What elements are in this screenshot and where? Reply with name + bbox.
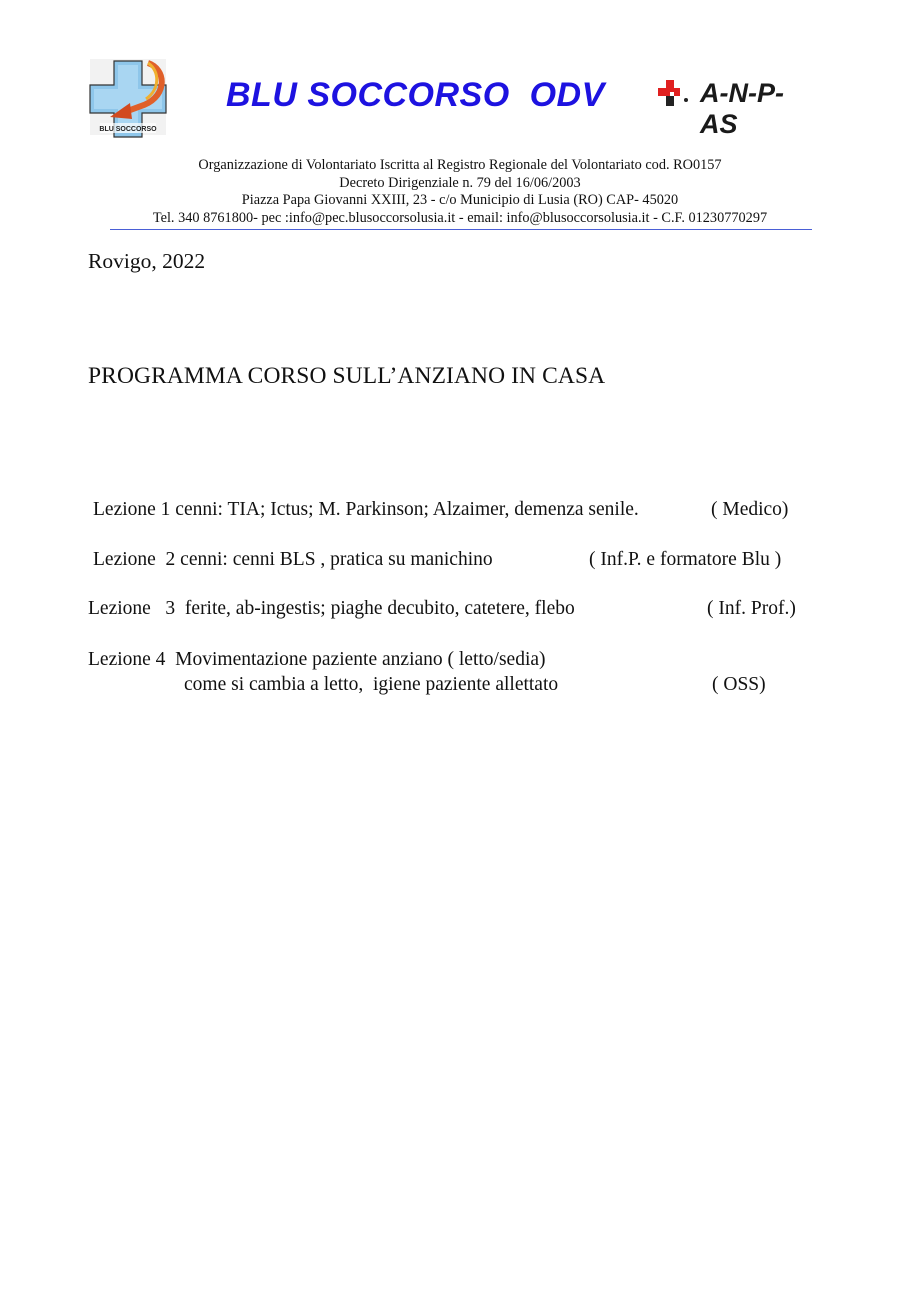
address-line: Piazza Papa Giovanni XXIII, 23 - c/o Municipio di Lusia (RO) CAP- 45020 xyxy=(241,192,679,208)
lesson-2-instructor: ( Inf.P. e formatore Blu ) xyxy=(589,549,782,570)
decree-line: Decreto Dirigenziale n. 79 del 16/06/2003 xyxy=(339,174,581,191)
registration-line: Organizzazione di Volontariato Iscritta al Registro Regionale del Volontariato cod. RO0157 xyxy=(198,157,722,173)
lesson-4-topics: Lezione 4 Movimentazione paziente anziano ( letto/sedia) xyxy=(88,649,546,670)
organization-details xyxy=(110,157,810,227)
blu-soccorso-logo xyxy=(86,55,170,139)
lesson-4-instructor: ( OSS) xyxy=(712,674,766,695)
lesson-3-topics: Lezione 3 ferite, ab-ingestis; piaghe decubito, catetere, flebo xyxy=(88,598,575,619)
anpas-cross-icon xyxy=(656,76,696,112)
document-date: Rovigo, 2022 xyxy=(88,249,206,273)
document-title: PROGRAMMA CORSO SULL’ANZIANO IN CASA xyxy=(88,363,606,389)
contact-line: Tel. 340 8761800- pec :info@pec.blusoccorsolusia.it - email: info@blusoccorsolusia.it - C.F. 01230770297 xyxy=(152,209,768,226)
organization-name: BLU SOCCORSO ODV xyxy=(226,76,605,114)
anpas-logo-text: A-N-P-AS xyxy=(700,78,784,139)
lesson-2-topics: Lezione 2 cenni: cenni BLS , pratica su manichino xyxy=(93,549,493,570)
lesson-1-instructor: ( Medico) xyxy=(711,499,789,520)
lesson-1-topics: Lezione 1 cenni: TIA; Ictus; M. Parkinson; Alzaimer, demenza senile. xyxy=(93,499,639,520)
lesson-4-topics-continued: come si cambia a letto, igiene paziente allettato xyxy=(184,674,559,695)
anpas-logo xyxy=(656,76,816,139)
lesson-3-instructor: ( Inf. Prof.) xyxy=(707,598,796,619)
header-divider xyxy=(110,229,812,230)
logo-caption: BLU SOCCORSO xyxy=(99,126,157,133)
